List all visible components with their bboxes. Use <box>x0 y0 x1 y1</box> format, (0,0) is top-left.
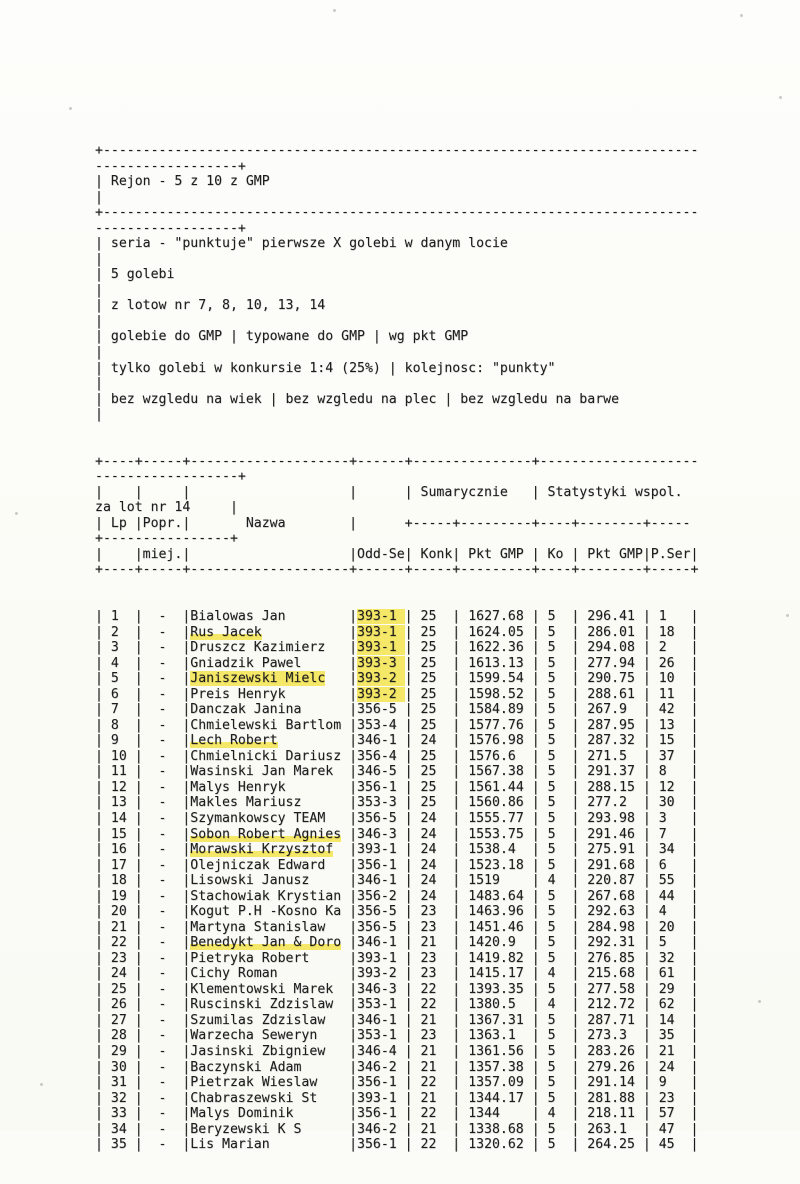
table-row: | 13 | - |Makles Mariusz |353-3 | 25 | 1560.86 | 5 | 277.2 | 30 | <box>95 795 699 811</box>
table-row: | 2 | - |Rus Jacek |393-1 | 25 | 1624.05 | 5 | 286.01 | 18 | <box>95 624 699 640</box>
highlighted-section-code: 393-1 <box>357 624 405 640</box>
preamble-line: | <box>95 376 103 392</box>
underlined-name: Sobon Robert Agnies <box>190 826 342 842</box>
underlined-name: Benedykt Jan & Doro <box>190 935 342 951</box>
table-header-line: | | | | | Sumarycznie | Statystyki wspol. <box>95 484 683 500</box>
table-row: | 20 | - |Kogut P.H -Kosno Ka |356-5 | 23 | 1463.96 | 5 | 292.63 | 4 | <box>95 904 699 920</box>
underlined-name: Morawski Krzysztof <box>190 842 334 858</box>
scan-speck <box>779 96 782 99</box>
scan-speck <box>40 1083 43 1086</box>
table-header-line: | Lp |Popr.| Nazwa | +-----+---------+----+--------+----- <box>95 515 691 531</box>
preamble-line: | bez wzgledu na wiek | bez wzgledu na plec | bez wzgledu na barwe <box>95 391 620 407</box>
scan-speck <box>69 107 72 110</box>
table-row: | 4 | - |Gniadzik Pawel |393-3 | 25 | 1613.13 | 5 | 277.94 | 26 | <box>95 655 699 671</box>
table-rows <box>95 609 698 1153</box>
table-row: | 31 | - |Pietrzak Wieslaw |356-1 | 22 | 1357.09 | 5 | 291.14 | 9 | <box>95 1075 699 1091</box>
table-row: | 17 | - |Olejniczak Edward |356-1 | 24 | 1523.18 | 5 | 291.68 | 6 | <box>95 857 699 873</box>
table-row: | 15 | - |Sobon Robert Agnies |346-3 | 24 | 1553.75 | 5 | 291.46 | 7 | <box>95 826 699 842</box>
highlighted-section-code: 393-1 <box>357 640 405 656</box>
highlighted-section-code: 393-3 <box>357 655 405 671</box>
table-row: | 11 | - |Wasinski Jan Marek |346-5 | 25 | 1567.38 | 5 | 291.37 | 8 | <box>95 764 699 780</box>
preamble-line: | seria - "punktuje" pierwsze X golebi w danym locie <box>95 236 508 252</box>
scan-speck <box>333 9 336 12</box>
scan-speck <box>758 1000 761 1003</box>
table-row: | 10 | - |Chmielnicki Dariusz |356-4 | 25 | 1576.6 | 5 | 271.5 | 37 | <box>95 748 699 764</box>
table-row: | 28 | - |Warzecha Seweryn |353-1 | 23 | 1363.1 | 5 | 273.3 | 35 | <box>95 1028 699 1044</box>
table-header-line: za lot nr 14 | <box>95 500 238 516</box>
table-row: | 35 | - |Lis Marian |356-1 | 22 | 1320.62 | 5 | 264.25 | 45 | <box>95 1137 699 1153</box>
preamble-line: | 5 golebi <box>95 267 175 283</box>
table-row: | 16 | - |Morawski Krzysztof |393-1 | 24 | 1538.4 | 5 | 275.91 | 34 | <box>95 842 699 858</box>
table-row: | 32 | - |Chabraszewski St |393-1 | 21 | 1344.17 | 5 | 281.88 | 23 | <box>95 1090 699 1106</box>
scan-speck <box>740 14 743 17</box>
highlighted-section-code: 393-2 <box>357 686 405 702</box>
table-row: | 14 | - |Szymankowscy TEAM |356-5 | 24 | 1555.77 | 5 | 293.98 | 3 | <box>95 811 699 826</box>
preamble-line: +--------------------------------------------------------------------------- <box>95 205 699 221</box>
table-row: | 6 | - |Preis Henryk |393-2 | 25 | 1598.52 | 5 | 288.61 | 11 | <box>95 686 699 702</box>
preamble-line: ------------------+ <box>95 158 246 174</box>
table-header-line: ------------------+ <box>95 469 246 485</box>
table-row: | 27 | - |Szumilas Zdzislaw |346-1 | 21 | 1367.31 | 5 | 287.71 | 14 | <box>95 1012 699 1028</box>
preamble-line: | <box>95 282 103 298</box>
underlined-name: Lech Robert <box>190 733 278 749</box>
table-row: | 33 | - |Malys Dominik |356-1 | 22 | 1344 | 4 | 218.11 | 57 | <box>95 1106 699 1122</box>
underlined-name: Rus Jacek <box>190 624 262 640</box>
table-row: | 34 | - |Beryzewski K S |346-2 | 21 | 1338.68 | 5 | 263.1 | 47 | <box>95 1121 699 1137</box>
table-row: | 12 | - |Malys Henryk |356-1 | 25 | 1561.44 | 5 | 288.15 | 12 | <box>95 779 699 795</box>
preamble-line: | <box>95 189 103 205</box>
preamble-line: | tylko golebi w konkursie 1:4 (25%) | kolejnosc: "punkty" <box>95 360 556 376</box>
preamble-line: | Rejon - 5 z 10 z GMP <box>95 174 270 190</box>
table-row: | 22 | - |Benedykt Jan & Doro |346-1 | 21 | 1420.9 | 5 | 292.31 | 5 | <box>95 935 699 951</box>
table-row: | 7 | - |Danczak Janina |356-5 | 25 | 1584.89 | 5 | 267.9 | 42 | <box>95 702 699 718</box>
table-row: | 1 | - |Bialowas Jan |393-1 | 25 | 1627.68 | 5 | 296.41 | 1 | <box>95 609 699 625</box>
preamble-line: | golebie do GMP | typowane do GMP | wg pkt GMP <box>95 329 469 345</box>
table-header-line: | |miej.| |Odd-Se| Konk| Pkt GMP | Ko | Pkt GMP|P.Ser| <box>95 546 699 562</box>
scan-speck <box>15 512 18 515</box>
table-row: | 5 | - |Janiszewski Mielc |393-2 | 25 | 1599.54 | 5 | 290.75 | 10 | <box>95 671 699 687</box>
table-row: | 23 | - |Pietryka Robert |393-1 | 23 | 1419.82 | 5 | 276.85 | 32 | <box>95 950 699 966</box>
preamble-line: | z lotow nr 7, 8, 10, 13, 14 <box>95 298 326 314</box>
preamble-line: | <box>95 313 103 329</box>
preamble-line: | <box>95 345 103 360</box>
table-header-line: +----+-----+--------------------+------+-----+---------+----+--------+-----+ <box>95 562 699 578</box>
preamble-line: | <box>95 251 103 267</box>
table-row: | 21 | - |Martyna Stanislaw |356-5 | 23 | 1451.46 | 5 | 284.98 | 20 | <box>95 919 699 935</box>
preamble-line: +--------------------------------------------------------------------------- <box>95 143 699 159</box>
table-row: | 3 | - |Druszcz Kazimierz |393-1 | 25 | 1622.36 | 5 | 294.08 | 2 | <box>95 640 699 656</box>
report-text <box>95 112 698 1184</box>
table-header-line: +----------------+ <box>95 531 238 547</box>
table-header-line: +----+-----+--------------------+------+---------------+-------------------- <box>95 453 699 469</box>
highlighted-section-code: 393-1 <box>357 609 405 625</box>
table-row: | 8 | - |Chmielewski Bartlom |353-4 | 25 | 1577.76 | 5 | 287.95 | 13 | <box>95 717 699 733</box>
table-row: | 9 | - |Lech Robert |346-1 | 24 | 1576.98 | 5 | 287.32 | 15 | <box>95 733 699 749</box>
table-row: | 26 | - |Ruscinski Zdzislaw |353-1 | 22 | 1380.5 | 4 | 212.72 | 62 | <box>95 997 699 1013</box>
preamble-line: ------------------+ <box>95 220 246 236</box>
table-row: | 29 | - |Jasinski Zbigniew |346-4 | 21 | 1361.56 | 5 | 283.26 | 21 | <box>95 1043 699 1059</box>
table-row: | 19 | - |Stachowiak Krystian |356-2 | 24 | 1483.64 | 5 | 267.68 | 44 | <box>95 888 699 904</box>
scan-speck <box>786 614 789 617</box>
table-row: | 18 | - |Lisowski Janusz |346-1 | 24 | 1519 | 4 | 220.87 | 55 | <box>95 873 699 889</box>
table-header <box>95 454 698 578</box>
report-preamble <box>95 143 698 423</box>
table-row: | 24 | - |Cichy Roman |393-2 | 23 | 1415.17 | 4 | 215.68 | 61 | <box>95 966 699 982</box>
preamble-line: | <box>95 407 103 423</box>
highlighted-section-code: 393-2 <box>357 671 405 687</box>
highlighted-name: Janiszewski Mielc <box>190 671 326 687</box>
table-row: | 30 | - |Baczynski Adam |346-2 | 21 | 1357.38 | 5 | 279.26 | 24 | <box>95 1059 699 1075</box>
table-row: | 25 | - |Klementowski Marek |346-3 | 22 | 1393.35 | 5 | 277.58 | 29 | <box>95 981 699 997</box>
